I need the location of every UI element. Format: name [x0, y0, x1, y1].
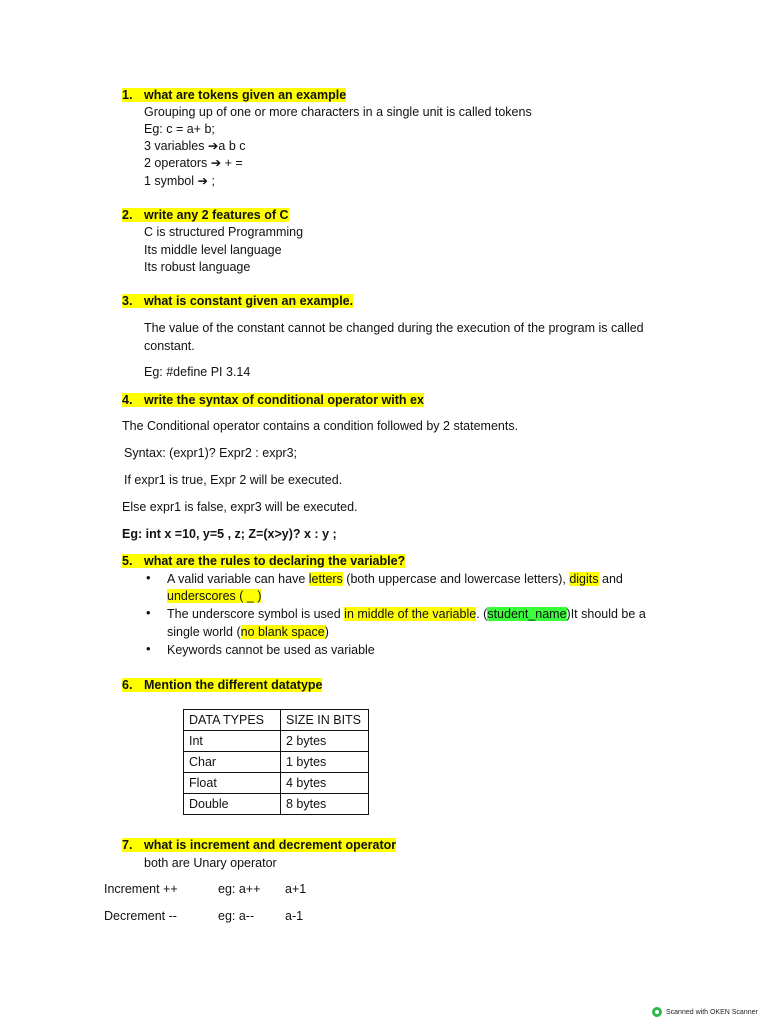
q5-bullet-3: Keywords cannot be used as variable: [167, 643, 375, 657]
decrement-label: Decrement --: [104, 909, 177, 923]
table-row: [184, 731, 369, 752]
q1-heading: [122, 87, 346, 103]
increment-label: Increment ++: [104, 882, 178, 896]
highlight: underscores ( _ ): [167, 589, 262, 603]
q7-title: what is increment and decrement operator: [144, 838, 397, 852]
table-cell: Char: [184, 752, 281, 773]
q4-example: Eg: int x =10, y=5 , z; Z=(x>y)? x : y ;: [122, 527, 337, 541]
q7-line: both are Unary operator: [144, 856, 277, 870]
text: )It should be a: [566, 607, 646, 621]
q7-number: 7.: [122, 838, 133, 852]
q6-number: 6.: [122, 678, 133, 692]
table-cell: Float: [184, 773, 281, 794]
table-row: [184, 794, 369, 815]
datatype-table: [183, 709, 369, 815]
q1-line: 3 variables ➔a b c: [144, 139, 246, 153]
table-row: [184, 773, 369, 794]
text: (both uppercase and lowercase letters),: [342, 572, 570, 586]
bullet-icon: •: [146, 570, 151, 585]
q4-heading: [122, 392, 424, 408]
table-cell: 4 bytes: [281, 773, 369, 794]
highlight: letters: [308, 572, 343, 586]
q1-number: 1.: [122, 88, 133, 102]
highlight-green: student_name: [487, 607, 567, 621]
highlight: digits: [569, 572, 599, 586]
increment-example: eg: a++: [218, 882, 261, 896]
highlight: no blank space: [240, 625, 325, 639]
q6-title: Mention the different datatype: [144, 678, 323, 692]
highlight: in middle of the variable: [344, 607, 477, 621]
table-cell: 8 bytes: [281, 794, 369, 815]
table-cell: 1 bytes: [281, 752, 369, 773]
bullet-icon: •: [146, 641, 151, 656]
q6-heading: [122, 677, 322, 693]
q3-title: what is constant given an example.: [144, 294, 354, 308]
scanner-logo-icon: [652, 1007, 662, 1017]
q4-title: write the syntax of conditional operator with ex: [144, 393, 424, 407]
q5-bullet-1: [167, 571, 623, 587]
table-cell: 2 bytes: [281, 731, 369, 752]
q2-line: Its robust language: [144, 260, 251, 274]
q7-heading: [122, 837, 396, 853]
q5-title: what are the rules to declaring the variable?: [144, 554, 406, 568]
q1-line: Eg: c = a+ b;: [144, 122, 215, 136]
scanner-text: Scanned with OKEN Scanner: [666, 1008, 758, 1016]
q4-line: The Conditional operator contains a condition followed by 2 statements.: [122, 419, 519, 433]
q4-line: Else expr1 is false, expr3 will be executed.: [122, 500, 358, 514]
q5-heading: [122, 553, 405, 569]
decrement-example: eg: a--: [218, 909, 255, 923]
text: . (: [476, 607, 488, 621]
q5-bullet-2: [167, 606, 646, 622]
table-header: DATA TYPES: [184, 710, 281, 731]
q1-title: what are tokens given an example: [144, 88, 347, 102]
table-cell: Int: [184, 731, 281, 752]
table-header: SIZE IN BITS: [281, 710, 369, 731]
q2-line: Its middle level language: [144, 243, 282, 257]
table-header-row: [184, 710, 369, 731]
text: single world (: [167, 625, 241, 639]
q1-line: 2 operators ➔ + =: [144, 156, 243, 170]
q2-title: write any 2 features of C: [144, 208, 289, 222]
q5-number: 5.: [122, 554, 133, 568]
q2-line: C is structured Programming: [144, 225, 304, 239]
text: ): [324, 625, 329, 639]
increment-value: a+1: [285, 882, 307, 896]
q3-line: The value of the constant cannot be changed during the execution of the program is called: [144, 321, 644, 335]
table-row: [184, 752, 369, 773]
q5-bullet-2-cont: [167, 624, 329, 640]
q3-example: Eg: #define PI 3.14: [144, 365, 251, 379]
q1-line: Grouping up of one or more characters in a single unit is called tokens: [144, 105, 532, 119]
q2-number: 2.: [122, 208, 133, 222]
q4-line: If expr1 is true, Expr 2 will be executed.: [124, 473, 343, 487]
q3-number: 3.: [122, 294, 133, 308]
q4-syntax: Syntax: (expr1)? Expr2 : expr3;: [124, 446, 297, 460]
table-cell: Double: [184, 794, 281, 815]
q5-bullet-1-cont: [167, 588, 261, 604]
scanner-watermark: [652, 1007, 758, 1017]
decrement-value: a-1: [285, 909, 304, 923]
text: A valid variable can have: [167, 572, 309, 586]
q4-number: 4.: [122, 393, 133, 407]
q2-heading: [122, 207, 289, 223]
bullet-icon: •: [146, 605, 151, 620]
q3-heading: [122, 293, 353, 309]
q1-line: 1 symbol ➔ ;: [144, 174, 215, 188]
text: The underscore symbol is used: [167, 607, 345, 621]
text: and: [598, 572, 623, 586]
q3-line: constant.: [144, 339, 195, 353]
